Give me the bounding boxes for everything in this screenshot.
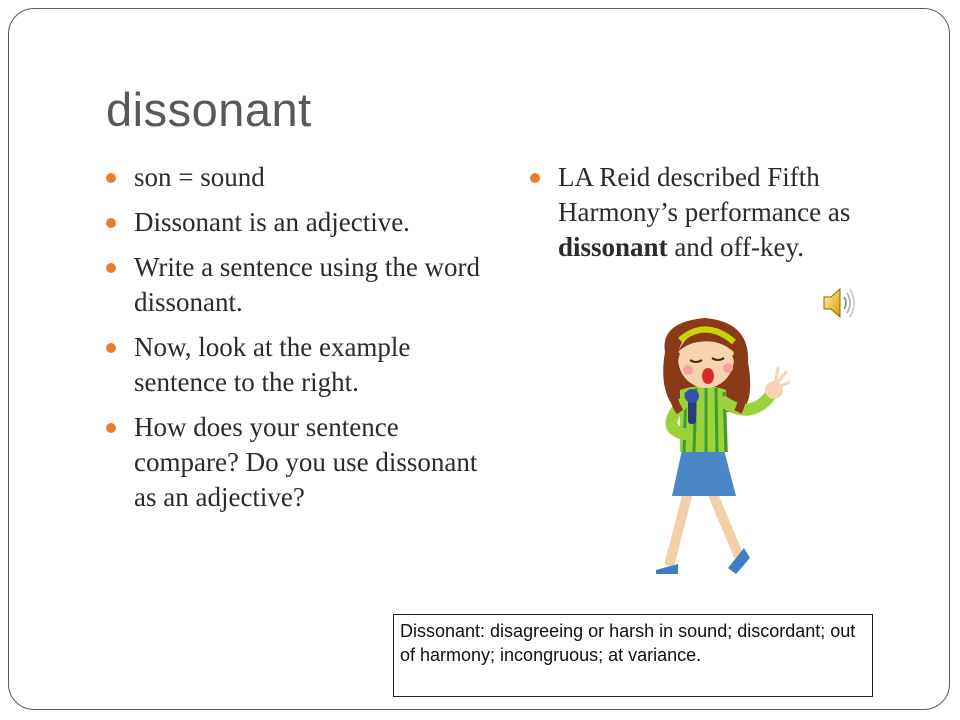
bullet-text: How does your sentence compare? Do you use dissonant as an adjective? — [134, 412, 478, 512]
example-text-after: and off-key. — [667, 232, 805, 262]
singing-girl-illustration — [620, 312, 790, 584]
bullet-item — [106, 160, 486, 195]
left-bullet-list — [106, 160, 486, 525]
bullet-text: son = sound — [134, 162, 265, 192]
bullet-text: Dissonant is an adjective. — [134, 207, 410, 237]
bullet-dot-icon — [106, 218, 116, 228]
example-text-before: LA Reid described Fifth Harmony’s performance as — [558, 162, 851, 227]
bullet-dot-icon — [530, 173, 540, 183]
speaker-sound-icon[interactable] — [822, 285, 856, 321]
example-sentence — [530, 160, 910, 265]
bullet-item — [106, 205, 486, 240]
bullet-item — [106, 250, 486, 320]
bullet-item — [106, 330, 486, 400]
bullet-dot-icon — [106, 263, 116, 273]
slide-title: dissonant — [106, 83, 312, 136]
example-keyword: dissonant — [558, 232, 668, 262]
bullet-item — [106, 410, 486, 515]
right-bullet-list — [530, 160, 910, 275]
definition-box: Dissonant: disagreeing or harsh in sound; discordant; out of harmony; incongruous; at variance. — [393, 614, 873, 697]
bullet-text: Write a sentence using the word dissonant. — [134, 252, 481, 317]
bullet-dot-icon — [106, 423, 116, 433]
bullet-text: Now, look at the example sentence to the right. — [134, 332, 411, 397]
bullet-dot-icon — [106, 173, 116, 183]
bullet-dot-icon — [106, 343, 116, 353]
